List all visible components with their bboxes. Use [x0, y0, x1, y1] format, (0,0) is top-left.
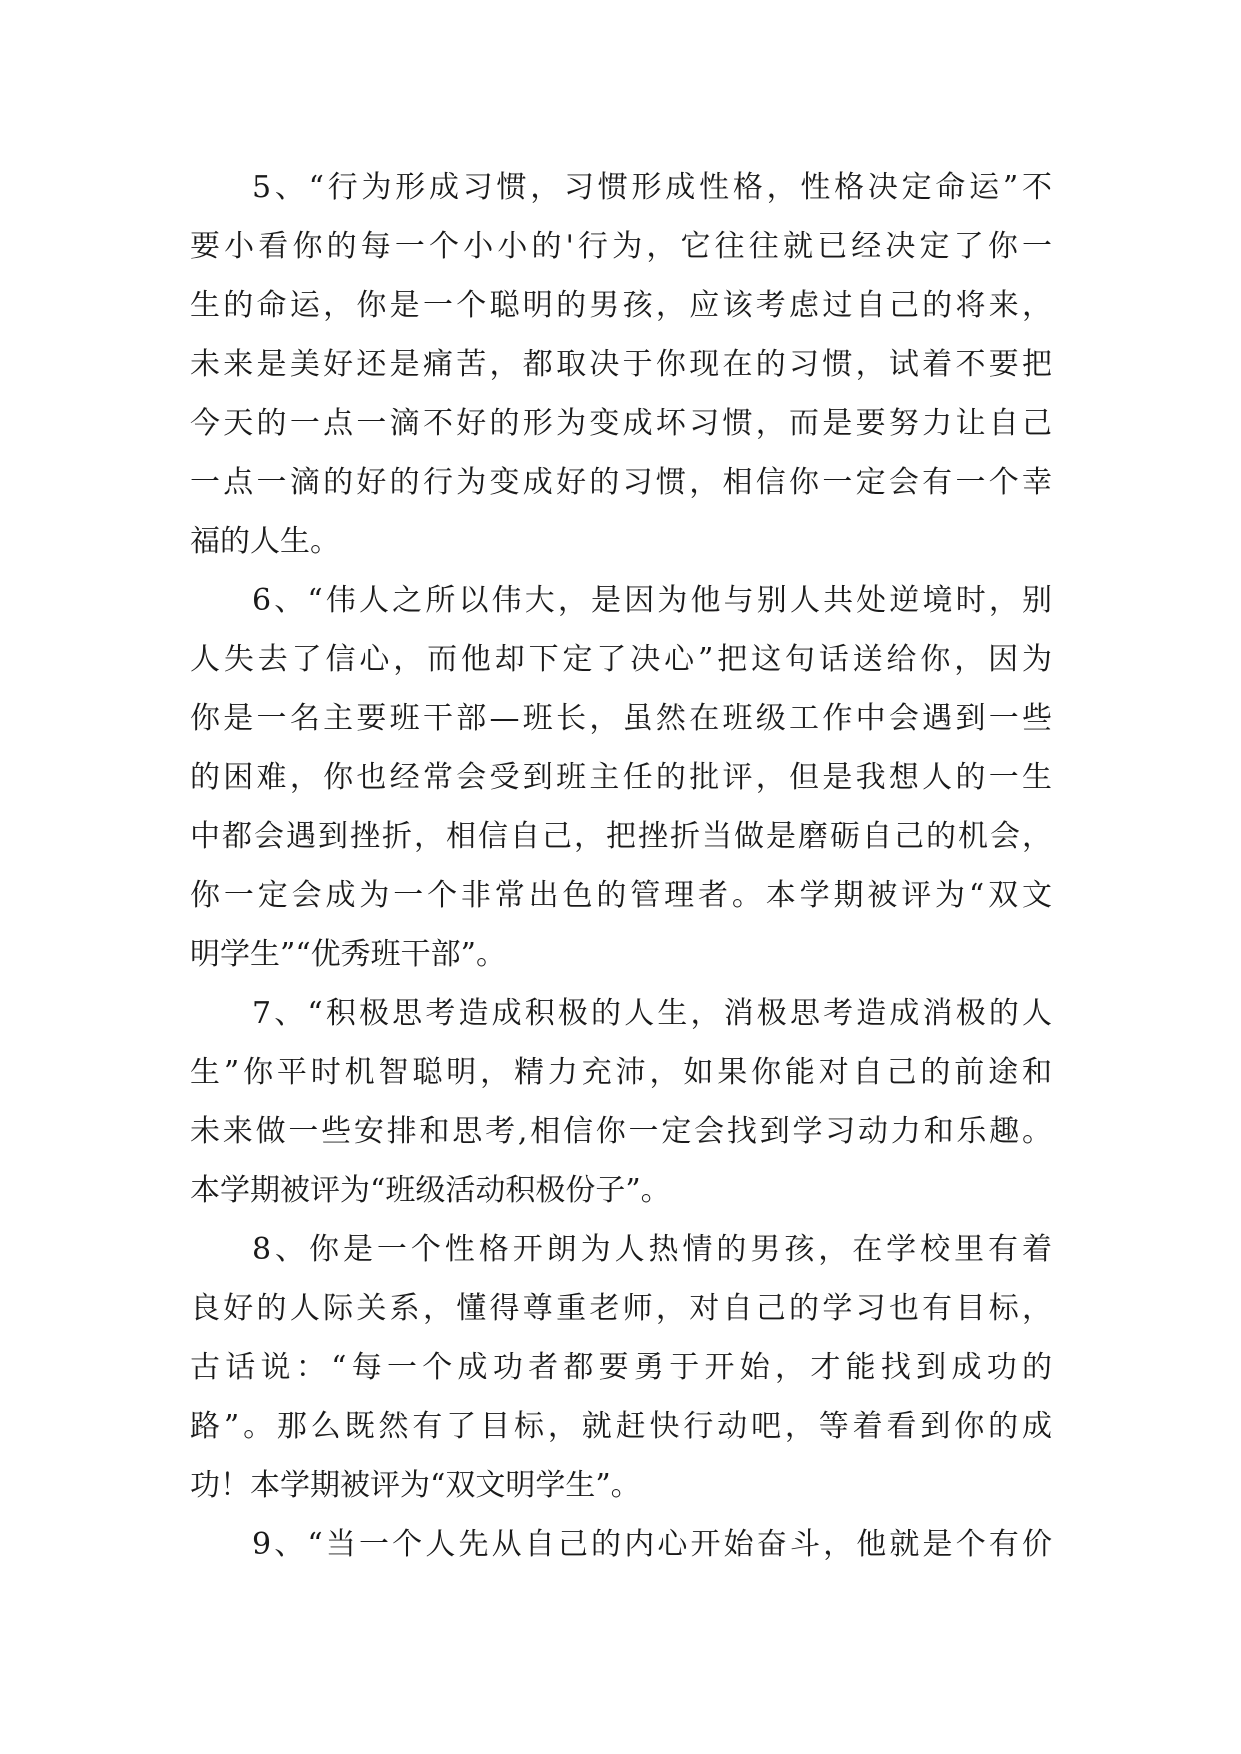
body-text: [190, 158, 1052, 1574]
text-line: 你一定会成为一个非常出色的管理者。本学期被评为“双文: [190, 878, 1052, 913]
text-line: 未来做一些安排和思考,相信你一定会找到学习动力和乐趣。: [190, 1114, 1052, 1149]
text-line: 今天的一点一滴不好的形为变成坏习惯，而是要努力让自己: [190, 406, 1052, 441]
text-line: 良好的人际关系，懂得尊重老师，对自己的学习也有目标，: [190, 1291, 1052, 1326]
paragraph-5: [190, 158, 1052, 571]
text-line: 路”。那么既然有了目标，就赶快行动吧，等着看到你的成: [190, 1409, 1052, 1444]
text-line: 6、“伟人之所以伟大，是因为他与别人共处逆境时，别: [252, 583, 1052, 618]
paragraph-8: [190, 1220, 1052, 1515]
text-line: 未来是美好还是痛苦，都取决于你现在的习惯，试着不要把: [190, 347, 1052, 382]
text-line: 8、你是一个性格开朗为人热情的男孩，在学校里有着: [252, 1232, 1052, 1267]
text-line: 你是一名主要班干部—班长，虽然在班级工作中会遇到一些: [190, 701, 1052, 736]
text-line: 生的命运，你是一个聪明的男孩，应该考虑过自己的将来，: [190, 288, 1052, 323]
text-line: 生”你平时机智聪明，精力充沛，如果你能对自己的前途和: [190, 1055, 1052, 1090]
text-line: 7、“积极思考造成积极的人生，消极思考造成消极的人: [252, 996, 1052, 1031]
text-line: 福的人生。: [190, 524, 340, 559]
text-line: 功！本学期被评为“双文明学生”。: [190, 1468, 641, 1503]
text-line: 本学期被评为“班级活动积极份子”。: [190, 1173, 671, 1208]
paragraph-6: [190, 571, 1052, 984]
text-line: 9、“当一个人先从自己的内心开始奋斗，他就是个有价: [252, 1527, 1052, 1562]
paragraph-7: [190, 984, 1052, 1220]
text-line: 一点一滴的好的行为变成好的习惯，相信你一定会有一个幸: [190, 465, 1052, 500]
text-line: 中都会遇到挫折，相信自己，把挫折当做是磨砺自己的机会，: [190, 819, 1052, 854]
text-line: 要小看你的每一个小小的'行为，它往往就已经决定了你一: [190, 229, 1052, 264]
text-line: 5、“行为形成习惯，习惯形成性格，性格决定命运”不: [252, 170, 1052, 205]
text-line: 人失去了信心，而他却下定了决心”把这句话送给你，因为: [190, 642, 1052, 677]
text-line: 明学生”“优秀班干部”。: [190, 937, 507, 972]
paragraph-9: [190, 1515, 1052, 1574]
text-line: 古话说：“每一个成功者都要勇于开始，才能找到成功的: [190, 1350, 1052, 1385]
text-line: 的困难，你也经常会受到班主任的批评，但是我想人的一生: [190, 760, 1052, 795]
